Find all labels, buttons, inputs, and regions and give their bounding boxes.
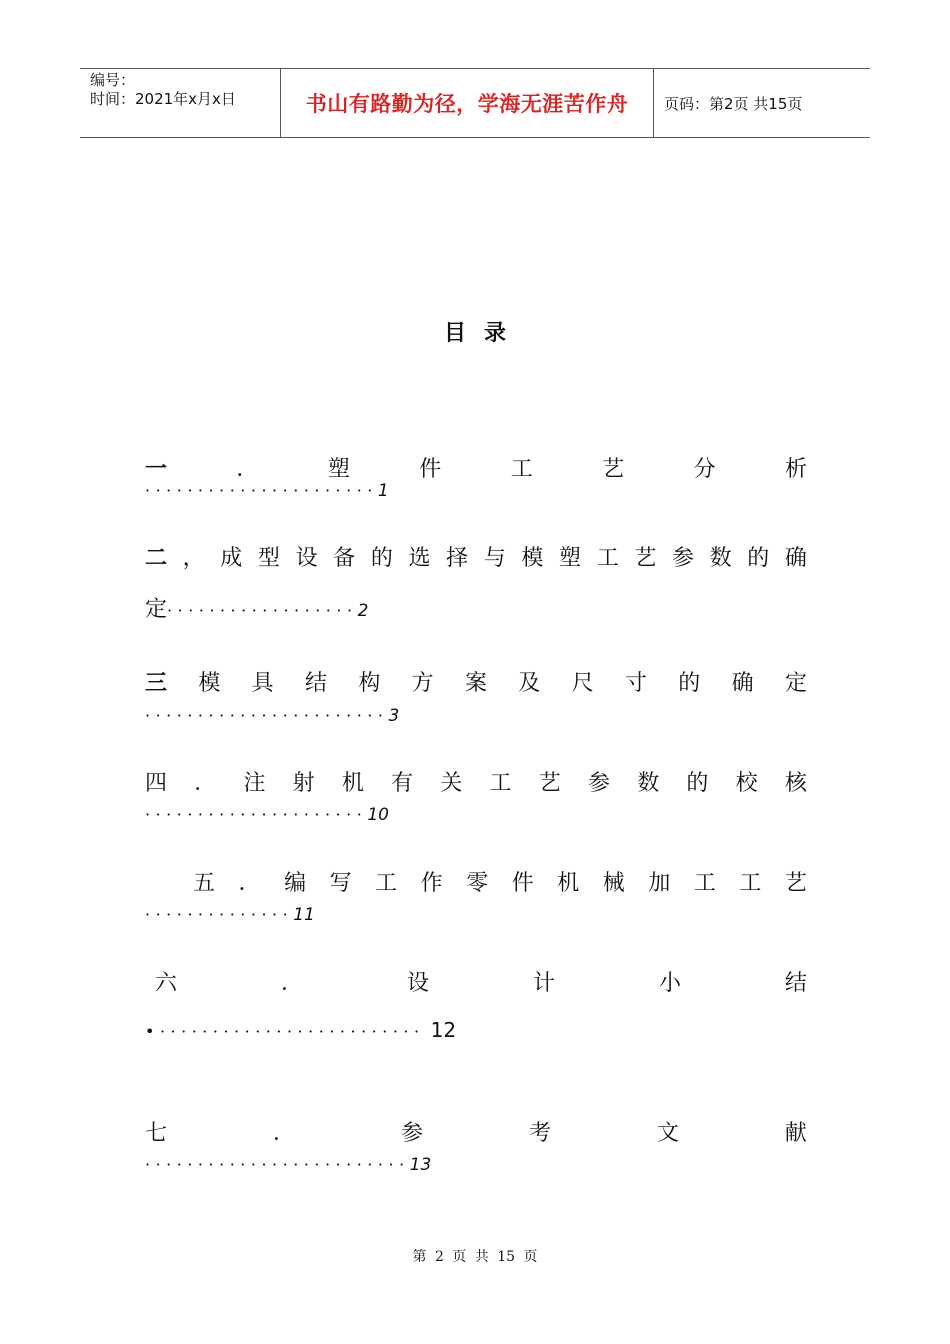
toc-entry-char: 七	[145, 1121, 168, 1146]
toc-entry-char: 与	[483, 546, 506, 571]
toc-entry-char: 献	[784, 1121, 807, 1146]
toc-entry-char: ．	[238, 871, 261, 896]
toc-entry-char: 塑	[559, 546, 582, 571]
toc-entry-leader	[145, 1155, 431, 1175]
toc-entry-char: 工	[375, 871, 398, 896]
toc-page-number: 1	[377, 481, 389, 501]
toc-entry-leader	[145, 1018, 456, 1042]
toc-page-number: 11	[293, 905, 315, 925]
toc-entry-char: 核	[784, 771, 807, 796]
toc-entry-char: 五	[193, 871, 216, 896]
toc-entry-char: 艺	[784, 871, 807, 896]
toc-entry-char: 二	[145, 545, 168, 571]
toc-entry-char: 的	[370, 546, 393, 571]
toc-entry-char: 工	[739, 871, 762, 896]
toc-entry-char: 艺	[634, 546, 657, 571]
toc-entry-char: 模	[521, 546, 544, 571]
toc-entry-title[interactable]	[145, 666, 807, 697]
toc-entry-title[interactable]	[193, 866, 807, 897]
toc-entry-title[interactable]	[145, 1116, 807, 1147]
toc-entry-char: 塑	[327, 457, 350, 482]
toc-entry-char: 的	[686, 771, 709, 796]
toc-entry-char: 方	[411, 671, 434, 696]
toc-entry-char: 机	[341, 771, 364, 796]
toc-entry-char: 工	[596, 546, 619, 571]
toc-entry-char: 参	[587, 771, 610, 796]
toc-entry-char: 尺	[571, 671, 594, 696]
toc-entry-leader	[145, 805, 389, 825]
toc-entry-title[interactable]	[145, 452, 807, 483]
toc-entry-char: 型	[257, 546, 280, 571]
toc-entry-char: 及	[518, 671, 541, 696]
toc-page-number: 12	[430, 1018, 457, 1042]
toc-page-number: 10	[367, 805, 389, 825]
toc-entry-char: 文	[656, 1121, 679, 1146]
toc-entry-leader	[145, 905, 315, 925]
toc-entry-char: 模	[198, 671, 221, 696]
page-header	[80, 68, 870, 138]
toc-entry-char: 确	[731, 671, 754, 696]
toc-entry-char: 参	[671, 546, 694, 571]
toc-entry-char: 工	[489, 771, 512, 796]
toc-entry-char: 设	[295, 546, 318, 571]
toc-entry-char: 艺	[602, 457, 625, 482]
toc-entry-char: 计	[532, 971, 555, 996]
number-label: 编号：	[90, 71, 136, 89]
toc-entry-char: 确	[784, 546, 807, 571]
toc-entry-char: ．	[236, 457, 259, 482]
toc-entry-char: 寸	[624, 671, 647, 696]
toc-dot-leader: ··················	[167, 601, 358, 620]
toc-entry-char: 加	[648, 871, 671, 896]
toc-dot-leader: ······················	[145, 481, 378, 500]
toc-entry-char: 设	[406, 971, 429, 996]
toc-entry-char: 六	[155, 971, 178, 996]
toc-entry-char: 析	[784, 457, 807, 482]
toc-entry-char: 械	[602, 871, 625, 896]
toc-entry-char: ．	[194, 771, 217, 796]
toc-entry-char: 件	[419, 457, 442, 482]
toc-entry-char: 结	[784, 971, 807, 996]
toc-entry-char: 数	[709, 546, 732, 571]
toc-entry-char: 数	[637, 771, 660, 796]
toc-entry-title[interactable]	[155, 966, 807, 997]
toc-entry-char: ．	[272, 1121, 295, 1146]
toc-entry-char: 定	[784, 671, 807, 696]
toc-entry-char: 关	[440, 771, 463, 796]
toc-entry-leader	[145, 592, 368, 623]
toc-entry-char: 编	[284, 871, 307, 896]
toc-dot-leader: ··············	[145, 905, 294, 924]
toc-page-number: 3	[388, 706, 400, 726]
toc-entry-char: 校	[735, 771, 758, 796]
toc-entry-char: 一	[145, 456, 168, 482]
toc-entry-char: 机	[557, 871, 580, 896]
toc-entry-char: 注	[243, 771, 266, 796]
toc-dot-leader: •·························	[145, 1022, 425, 1041]
toc-entry-char: 四	[145, 771, 168, 796]
toc-entry-char: 案	[464, 671, 487, 696]
toc-entry-char: 三	[145, 670, 168, 696]
toc-entry-char: ．	[280, 971, 303, 996]
toc-dot-leader: ·····················	[145, 805, 368, 824]
toc-entry-char: 成	[220, 546, 243, 571]
toc-entry-char: 构	[358, 671, 381, 696]
toc-entry-char: 射	[292, 771, 315, 796]
page-footer: 第 2 页 共 15 页	[412, 1249, 538, 1265]
header-page-info: 页码：第2页 共15页	[664, 94, 803, 113]
toc-page-number: 13	[409, 1155, 432, 1175]
header-meta	[80, 69, 281, 137]
toc-entry-continuation: 定	[145, 597, 168, 622]
toc-dot-leader: ·························	[145, 1155, 410, 1174]
toc-entry-char: 择	[446, 546, 469, 571]
toc-entry-title[interactable]	[145, 766, 807, 797]
time-label: 时间：2021年x月x日	[90, 90, 236, 108]
toc-dot-leader: ·······················	[145, 706, 389, 725]
toc-entry-leader	[145, 481, 389, 501]
toc-entry-char: 工	[510, 457, 533, 482]
toc-entry-char: 选	[408, 546, 431, 571]
toc-page-number: 2	[357, 601, 369, 621]
toc-entry-char: 写	[329, 871, 352, 896]
toc-entry-leader	[145, 706, 399, 726]
toc-entry-char: 零	[466, 871, 489, 896]
toc-entry-char: ，	[182, 546, 205, 571]
toc-entry-title[interactable]	[145, 541, 807, 572]
toc-entry-char: 工	[693, 871, 716, 896]
header-motto: 书山有路勤为径，学海无涯苦作舟	[281, 69, 654, 137]
toc-entry-char: 有	[391, 771, 414, 796]
toc-entry-char: 作	[420, 871, 443, 896]
toc-entry-char: 分	[693, 457, 716, 482]
toc-title: 目录	[443, 320, 524, 346]
toc-entry-char: 结	[304, 671, 327, 696]
toc-entry-char: 备	[333, 546, 356, 571]
toc-entry-char: 的	[678, 671, 701, 696]
toc-entry-char: 参	[400, 1121, 423, 1146]
toc-entry-char: 考	[528, 1121, 551, 1146]
toc-entry-char: 艺	[538, 771, 561, 796]
toc-entry-char: 的	[747, 546, 770, 571]
toc-entry-char: 件	[511, 871, 534, 896]
toc-entry-char: 小	[658, 971, 681, 996]
toc-entry-char: 具	[251, 671, 274, 696]
